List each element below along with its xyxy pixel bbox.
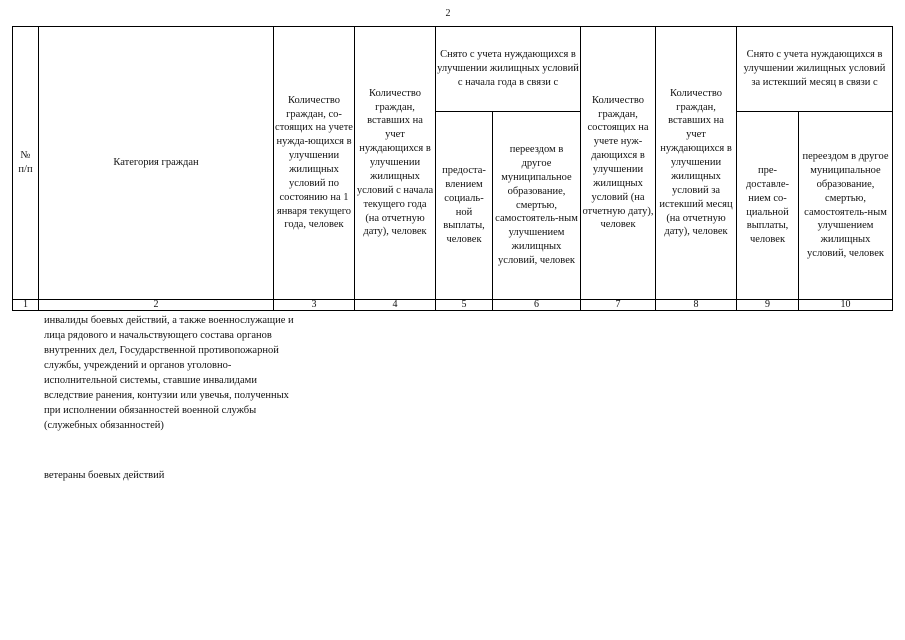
header-registered-report-date [581, 27, 656, 300]
column-number: 1 [13, 300, 39, 311]
column-number: 3 [274, 300, 355, 311]
header-removed-start-year [436, 27, 581, 112]
header-relocation-year [493, 112, 581, 300]
column-number: 8 [656, 300, 737, 311]
header-removed-start-year-text: Снято с учета нуждающихся в улучшении жилищных условий с начала года в связи с [437, 49, 579, 88]
header-number-text: № п/п [18, 150, 33, 175]
column-number: 2 [39, 300, 274, 311]
header-removed-last-month-text: Снято с учета нуждающихся в улучшении жилищных условий за истекший месяц в связи с [743, 49, 886, 88]
column-number: 4 [355, 300, 436, 311]
category-combat-disabled: инвалиды боевых действий, а также военнослужащие и лица рядового и начальствующего состава органов внутренних дел, Государственной противопожарной службы, учреждений и органов уголовно-исполнительной системы, ставшие инвалидами вследствие ранения, контузии или увечья, полученных при исполнении обязанностей военной службы (служебных обязанностей) [44, 315, 294, 431]
header-new-last-month [656, 27, 737, 300]
header-category-text: Категория граждан [113, 157, 199, 169]
header-relocation-month [799, 112, 893, 300]
column-number: 9 [737, 300, 799, 311]
header-col6-text: переездом в другое муниципальное образование, смертью, самостоятель-ным улучшением жилищных условий, человек [495, 144, 578, 266]
page-number: 2 [445, 8, 451, 19]
column-number: 6 [493, 300, 581, 311]
header-category [39, 27, 274, 300]
header-registered-start-year [274, 27, 355, 300]
header-col7-text: Количество граждан, состоящих на учете нуж-дающихся в улучшении жилищных условий (на отчетную дату), человек [582, 94, 654, 231]
header-col8-text: Количество граждан, вставших на учет нуждающихся в улучшении жилищных условий за истекший месяц (на отчетную дату), человек [659, 87, 733, 238]
column-number: 10 [799, 300, 893, 311]
header-col3-text: Количество граждан, со-стоящих на учете нужда-ющихся в улучшении жилищных условий по состоянию на 1 января текущего года, человек [275, 94, 353, 231]
column-number: 7 [581, 300, 656, 311]
header-col5-text: предоста-влением социаль-ной выплаты, человек [442, 164, 486, 246]
category-combat-veterans: ветераны боевых действий [44, 470, 165, 481]
column-number-row [13, 300, 893, 311]
header-social-payment-month [737, 112, 799, 300]
header-removed-last-month [737, 27, 893, 112]
header-number [13, 27, 39, 300]
column-number: 5 [436, 300, 493, 311]
header-col4-text: Количество граждан, вставших на учет нуждающихся в улучшении жилищных условий с начала текущего года (на отчетную дату), человек [356, 87, 434, 238]
report-table [12, 26, 893, 311]
header-new-since-start-year [355, 27, 436, 300]
header-col10-text: переездом в другое муниципальное образование, смертью, самостоятель-ным улучшением жилищных условий, человек [802, 151, 889, 260]
header-social-payment-year [436, 112, 493, 300]
header-col9-text: пре-доставле-нием со-циальной выплаты, человек [745, 164, 790, 246]
